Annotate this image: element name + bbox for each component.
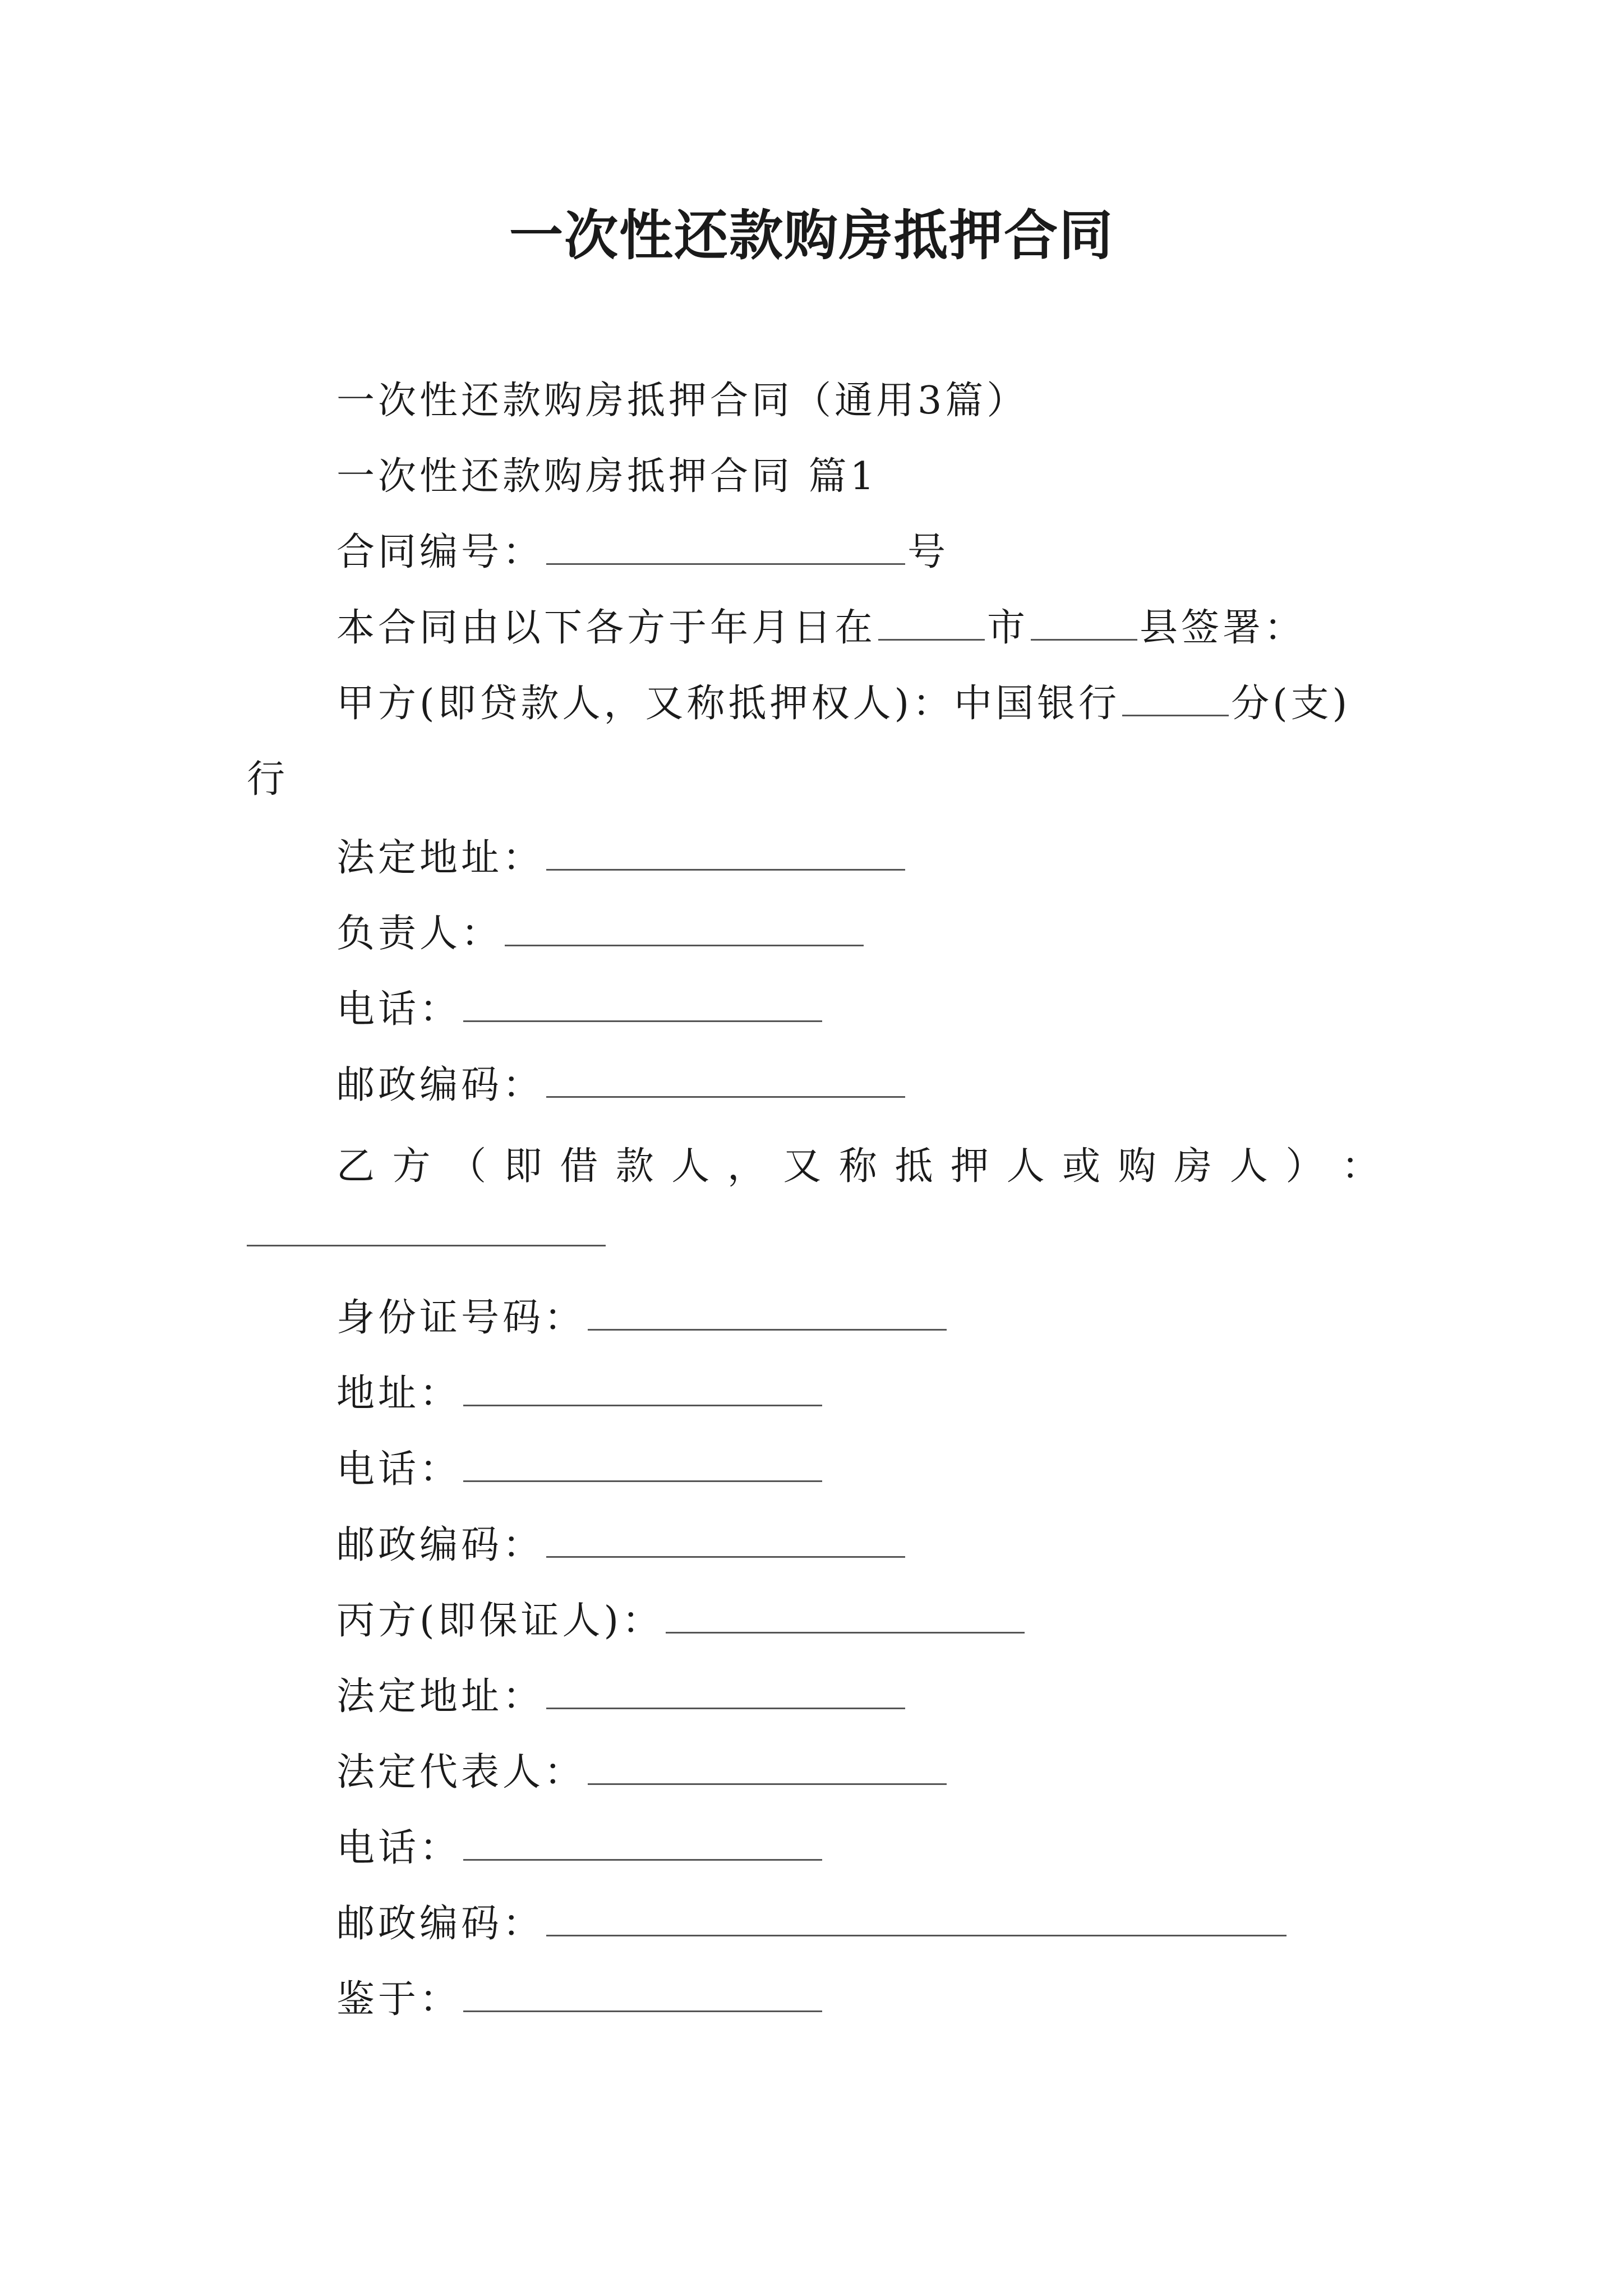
party-a-legal-address-blank	[546, 834, 905, 871]
party-a-legal-address	[336, 830, 907, 886]
party-b-char: 称	[838, 1144, 877, 1189]
signing-suffix: 县签署：	[1140, 606, 1306, 650]
party-c-legal-rep	[336, 1745, 949, 1801]
party-a-principal	[336, 906, 866, 962]
party-b-char: 房	[1174, 1144, 1212, 1189]
party-c-phone-label: 电话：	[336, 1826, 462, 1870]
party-a-label: 甲方(即贷款人，又称抵押权人)：中国银行	[336, 682, 1121, 726]
party-b-phone-label: 电话：	[336, 1447, 462, 1492]
contract-number-suffix: 号	[907, 530, 949, 574]
contract-number-blank	[546, 528, 905, 565]
party-b-postcode	[336, 1517, 907, 1573]
party-b-name-blank	[247, 1210, 606, 1246]
whereas-label: 鉴于：	[336, 1977, 462, 2022]
section-heading: 一次性还款购房抵押合同 篇1	[336, 454, 878, 499]
party-b-blank-line	[247, 1206, 608, 1262]
party-b-char: 乙	[336, 1144, 375, 1189]
document-title: 一次性还款购房抵押合同	[509, 204, 1114, 267]
party-b-char: 抵	[895, 1144, 933, 1189]
party-a-postcode-blank	[546, 1061, 905, 1098]
party-b-char: 人	[671, 1144, 710, 1189]
party-b-char: 或	[1062, 1144, 1101, 1189]
contract-number-line	[336, 524, 949, 581]
party-b-char: 方	[392, 1144, 431, 1189]
party-b-postcode-label: 邮政编码：	[336, 1523, 545, 1567]
party-a-principal-blank	[505, 910, 864, 946]
subtitle: 一次性还款购房抵押合同（通用3篇）	[336, 379, 1029, 423]
party-b-char: 借	[560, 1144, 598, 1189]
party-c-legal-rep-blank	[588, 1749, 947, 1785]
party-a-phone	[336, 982, 824, 1038]
party-a-postcode	[336, 1057, 907, 1114]
whereas-line	[336, 1972, 824, 2028]
party-c-name-blank	[666, 1597, 1025, 1634]
party-b-char: ：	[1341, 1144, 1380, 1189]
party-c-postcode-label: 邮政编码：	[336, 1902, 545, 1946]
party-c-postcode-blank	[546, 1900, 1287, 1936]
party-a-suffix: 分(支)	[1231, 682, 1351, 726]
contract-number-label: 合同编号：	[336, 530, 545, 574]
party-a-wrap: 行	[247, 757, 289, 802]
party-b-id-number-label: 身份证号码：	[336, 1296, 586, 1340]
party-c-line	[336, 1593, 1027, 1649]
party-a-phone-blank	[463, 986, 822, 1022]
party-c-postcode	[336, 1896, 1289, 1952]
party-b-char: 购	[1118, 1144, 1156, 1189]
party-c-label: 丙方(即保证人)：	[336, 1599, 664, 1643]
party-c-legal-rep-label: 法定代表人：	[336, 1750, 586, 1795]
party-b-char: 款	[615, 1144, 654, 1189]
party-b-char: 押	[951, 1144, 989, 1189]
party-c-phone-blank	[463, 1824, 822, 1861]
party-c-legal-address-blank	[546, 1673, 905, 1709]
party-c-phone	[336, 1820, 824, 1876]
party-b-char: 又	[783, 1144, 822, 1189]
party-b-char: 即	[504, 1144, 542, 1189]
party-b-address-label: 地址：	[336, 1372, 462, 1416]
party-b-postcode-blank	[546, 1521, 905, 1558]
party-b-address-blank	[463, 1370, 822, 1406]
branch-blank	[1122, 680, 1229, 716]
signing-line	[336, 600, 1306, 656]
party-b-char: ）	[1285, 1144, 1324, 1189]
party-b-address	[336, 1366, 824, 1422]
county-blank	[1031, 604, 1137, 641]
party-c-legal-address-label: 法定地址：	[336, 1674, 545, 1719]
party-a-postcode-label: 邮政编码：	[336, 1063, 545, 1107]
party-b-phone-blank	[463, 1446, 822, 1482]
party-b-id-number-blank	[588, 1294, 947, 1331]
party-b-char: ，	[727, 1144, 766, 1189]
party-b-char: （	[448, 1144, 487, 1189]
party-b-line	[336, 1139, 1380, 1195]
signing-mid: 市	[987, 606, 1029, 650]
party-a-principal-label: 负责人：	[336, 912, 503, 956]
party-a-line	[336, 676, 1350, 732]
party-b-id-number	[336, 1290, 949, 1346]
party-a-phone-label: 电话：	[336, 987, 462, 1032]
party-c-legal-address	[336, 1669, 907, 1725]
party-b-char: 人	[1006, 1144, 1045, 1189]
signing-prefix: 本合同由以下各方于年月日在	[336, 606, 877, 650]
city-blank	[878, 604, 985, 641]
whereas-blank	[463, 1976, 822, 2012]
party-b-char: 人	[1229, 1144, 1268, 1189]
party-a-legal-address-label: 法定地址：	[336, 836, 545, 880]
party-b-phone	[336, 1442, 824, 1498]
